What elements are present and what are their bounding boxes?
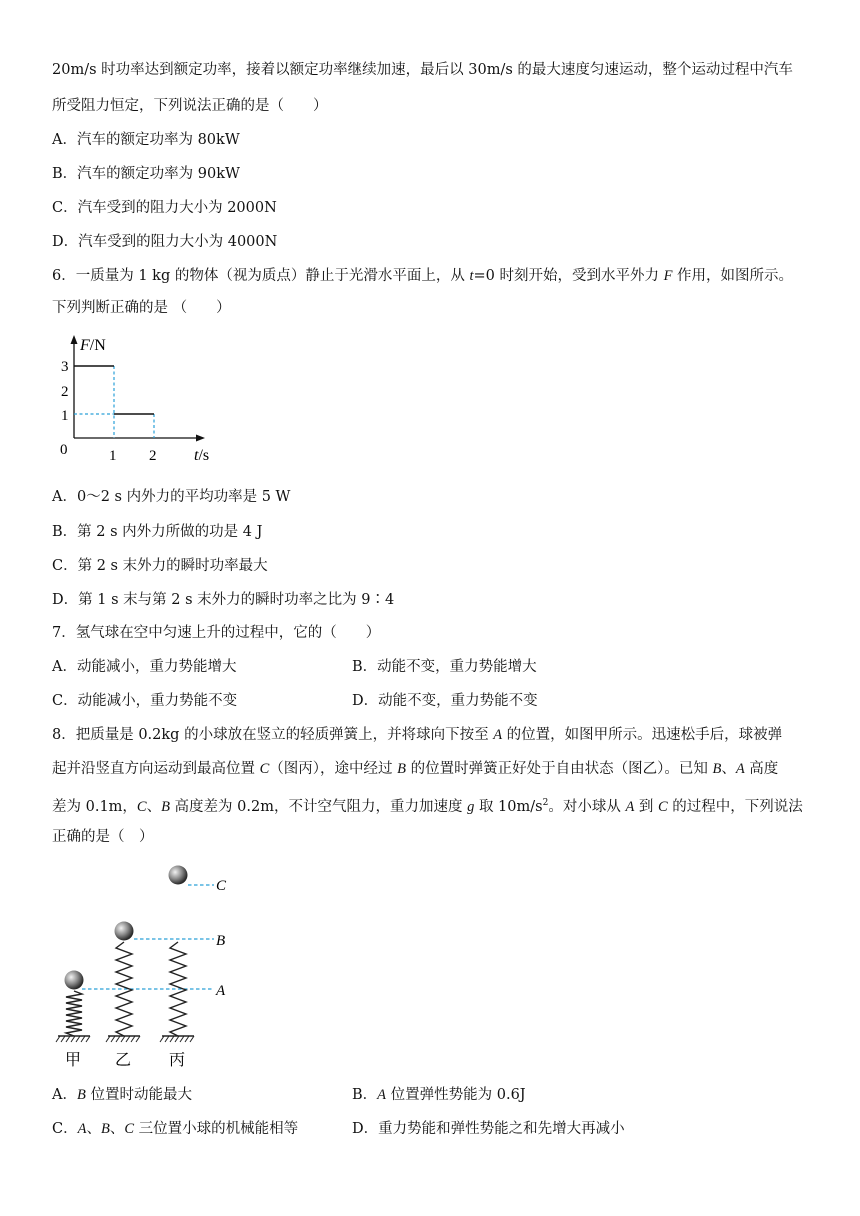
q5-option-b: B．汽车的额定功率为 90kW	[52, 166, 240, 182]
ball-yi	[115, 922, 134, 941]
q5-stem-line2: 所受阻力恒定，下列说法正确的是（ ）	[52, 98, 328, 114]
q7-option-a: A．动能减小，重力势能增大	[52, 659, 237, 675]
q8-stem-line4: 正确的是（ ）	[52, 829, 154, 845]
q6-option-d: D．第 1 s 末与第 2 s 末外力的瞬时功率之比为 9∶4	[52, 592, 395, 608]
ball-jia	[65, 971, 84, 990]
q6-option-c: C．第 2 s 末外力的瞬时功率最大	[52, 558, 268, 574]
label-c: C	[216, 878, 227, 894]
graph-x-tick-1: 1	[109, 448, 117, 464]
q6-stem-line2: 下列判断正确的是 （ ）	[52, 300, 231, 316]
label-bing: 丙	[169, 1052, 186, 1069]
label-jia: 甲	[65, 1052, 82, 1069]
label-a: A	[216, 983, 226, 999]
graph-y-arrow-icon	[71, 335, 78, 344]
graph-y-label: F/N	[80, 337, 106, 354]
graph-y-tick-2: 2	[61, 384, 69, 400]
spring-jia	[66, 991, 82, 1036]
q8-option-b: B．A 位置弹性势能为 0.6J	[352, 1087, 526, 1103]
ball-bing	[169, 866, 188, 885]
graph-x-tick-2: 2	[149, 448, 157, 464]
label-b: B	[216, 933, 226, 949]
q7-option-d: D．动能不变，重力势能不变	[352, 693, 538, 709]
q8-stem-line3: 差为 0.1m，C、B 高度差为 0.2m，不计空气阻力，重力加速度 g 取 $10m/s^2$。对小球从 A 到 C 的过程中，下列说法	[52, 798, 803, 815]
graph-origin-label: 0	[60, 442, 68, 458]
q5-option-c: C．汽车受到的阻力大小为 2000N	[52, 200, 277, 216]
q8-option-a: A．B 位置时动能最大	[52, 1087, 192, 1103]
q6-option-a: A．0～2 s 内外力的平均功率是 5 W	[52, 489, 291, 505]
q5-option-d: D．汽车受到的阻力大小为 4000N	[52, 234, 278, 250]
q8-option-c: C．A、B、C 三位置小球的机械能相等	[52, 1121, 299, 1137]
q6-stem-line1: 6．一质量为 1 kg 的物体（视为质点）静止于光滑水平面上，从 t=0 时刻开始，受到水平外力 F 作用，如图所示。	[52, 268, 794, 284]
q7-option-b: B．动能不变，重力势能增大	[352, 659, 537, 675]
q8-stem-line1: 8．把质量是 0.2kg 的小球放在竖立的轻质弹簧上，并将球向下按至 A 的位置，如图甲所示。迅速松手后，球被弹	[52, 727, 783, 743]
q8-stem-line2: 起并沿竖直方向运动到最高位置 C（图丙），途中经过 B 的位置时弹簧正好处于自由状态（图乙）。已知 B、A 高度	[52, 761, 779, 777]
graph-y-tick-3: 3	[61, 359, 69, 375]
graph-x-arrow-icon	[196, 435, 205, 442]
q8-spring-figure	[52, 858, 252, 1073]
label-yi: 乙	[115, 1052, 132, 1069]
q6-force-time-graph	[52, 330, 232, 470]
q6-option-b: B．第 2 s 内外力所做的功是 4 J	[52, 524, 263, 540]
q8-option-d: D．重力势能和弹性势能之和先增大再减小	[352, 1121, 625, 1137]
graph-y-tick-1: 1	[61, 408, 69, 424]
q5-stem-line1: 20m/s 时功率达到额定功率，接着以额定功率继续加速，最后以 30m/s 的最大速度匀速运动，整个运动过程中汽车	[52, 62, 793, 78]
q5-option-a: A．汽车的额定功率为 80kW	[52, 132, 240, 148]
graph-x-label: t/s	[194, 447, 210, 464]
q7-option-c: C．动能减小，重力势能不变	[52, 693, 238, 709]
q7-stem: 7．氢气球在空中匀速上升的过程中，它的（ ）	[52, 625, 381, 641]
